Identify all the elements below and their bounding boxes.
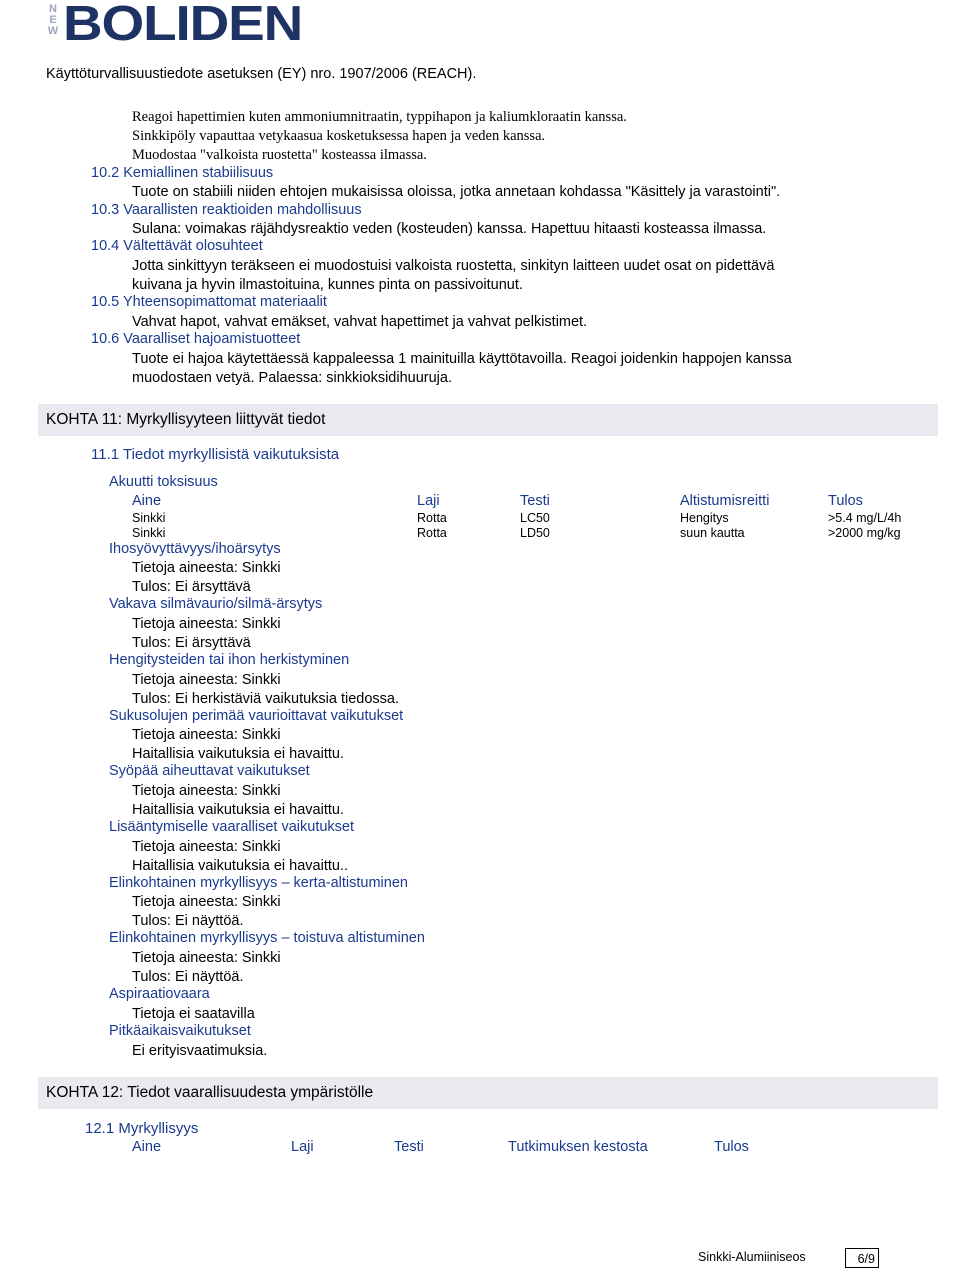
intro-line: Sinkkipöly vapauttaa vetykaasua kosketuksessa hapen ja veden kanssa. bbox=[132, 128, 546, 144]
category-line: Tulos: Ei näyttöä. bbox=[132, 969, 244, 985]
logo-brand-text: BOLIDEN bbox=[63, 0, 303, 51]
category-line: Haitallisia vaikutuksia ei havaittu. bbox=[132, 746, 344, 762]
table-cell: >2000 mg/kg bbox=[828, 526, 901, 540]
section-11-band bbox=[38, 404, 938, 436]
table-cell: Rotta bbox=[417, 526, 447, 540]
section-10-2-heading: 10.2 Kemiallinen stabiilisuus bbox=[91, 165, 274, 181]
intro-line: Reagoi hapettimien kuten ammoniumnitraatin, typpihapon ja kaliumkloraatin kanssa. bbox=[132, 109, 627, 125]
category-line: Ei erityisvaatimuksia. bbox=[132, 1043, 268, 1059]
acute-toxicity-heading: Akuutti toksisuus bbox=[109, 474, 218, 490]
category-line: Tietoja aineesta: Sinkki bbox=[132, 672, 281, 688]
category-line: Tulos: Ei ärsyttävä bbox=[132, 635, 251, 651]
category-line: Haitallisia vaikutuksia ei havaittu.. bbox=[132, 858, 348, 874]
table-header-tulos: Tulos bbox=[714, 1139, 749, 1155]
regulation-line: Käyttöturvallisuustiedote asetuksen (EY) nro. 1907/2006 (REACH). bbox=[46, 66, 477, 82]
category-line: Tietoja ei saatavilla bbox=[132, 1006, 255, 1022]
section-10-3-heading: 10.3 Vaarallisten reaktioiden mahdollisuus bbox=[91, 202, 362, 218]
category-line: Tietoja aineesta: Sinkki bbox=[132, 783, 281, 799]
logo-new-text: N E W bbox=[47, 3, 59, 37]
table-header-aine: Aine bbox=[132, 493, 162, 509]
section-12-title: KOHTA 12: Tiedot vaarallisuudesta ympäristölle bbox=[46, 1084, 374, 1101]
section-10-6-heading: 10.6 Vaaralliset hajoamistuotteet bbox=[91, 331, 301, 347]
table-cell: >5.4 mg/L/4h bbox=[828, 511, 902, 525]
category-heading: Syöpää aiheuttavat vaikutukset bbox=[109, 763, 310, 779]
category-heading: Hengitysteiden tai ihon herkistyminen bbox=[109, 652, 350, 668]
category-heading: Pitkäaikaisvaikutukset bbox=[109, 1023, 251, 1039]
page-number: 6/9 bbox=[845, 1248, 879, 1268]
section-11-title: KOHTA 11: Myrkyllisyyteen liittyvät tiedot bbox=[46, 411, 326, 428]
table-header-testi: Testi bbox=[394, 1139, 424, 1155]
table-cell: Rotta bbox=[417, 511, 447, 525]
table-header-laji: Laji bbox=[417, 493, 440, 509]
section-10-4-text: Jotta sinkittyyn teräkseen ei muodostuisi valkoista ruostetta, sinkityn laitteen uudet osat on pidettävä bbox=[132, 258, 775, 274]
table-header-aine: Aine bbox=[132, 1139, 162, 1155]
subsection-11-1-heading: 11.1 Tiedot myrkyllisistä vaikutuksista bbox=[91, 446, 340, 463]
table-cell: LC50 bbox=[520, 511, 550, 525]
category-line: Tietoja aineesta: Sinkki bbox=[132, 950, 281, 966]
category-heading: Lisääntymiselle vaaralliset vaikutukset bbox=[109, 819, 354, 835]
section-10-5-text: Vahvat hapot, vahvat emäkset, vahvat hapettimet ja vahvat pelkistimet. bbox=[132, 314, 588, 330]
table-header-testi: Testi bbox=[520, 493, 550, 509]
footer-product-name: Sinkki-Alumiiniseos bbox=[698, 1250, 806, 1264]
category-line: Tulos: Ei ärsyttävä bbox=[132, 579, 251, 595]
category-heading: Aspiraatiovaara bbox=[109, 986, 210, 1002]
section-10-5-heading: 10.5 Yhteensopimattomat materiaalit bbox=[91, 294, 327, 310]
table-header-tutkimuksen-kestosta: Tutkimuksen kestosta bbox=[508, 1139, 648, 1155]
section-10-3-text: Sulana: voimakas räjähdysreaktio veden (kosteuden) kanssa. Hapettuu hitaasti kosteassa ilmassa. bbox=[132, 221, 767, 237]
table-header-altistumisreitti: Altistumisreitti bbox=[680, 493, 770, 509]
section-10-6-text: muodostaen vetyä. Palaessa: sinkkioksidihuuruja. bbox=[132, 370, 452, 386]
section-10-4-heading: 10.4 Vältettävät olosuhteet bbox=[91, 238, 263, 254]
category-heading: Elinkohtainen myrkyllisyys – toistuva altistuminen bbox=[109, 930, 425, 946]
table-cell: LD50 bbox=[520, 526, 550, 540]
category-heading: Vakava silmävaurio/silmä-ärsytys bbox=[109, 596, 323, 612]
subsection-12-1-heading: 12.1 Myrkyllisyys bbox=[85, 1120, 199, 1137]
category-heading: Ihosyövyttävyys/ihoärsytys bbox=[109, 541, 281, 557]
category-heading: Sukusolujen perimää vaurioittavat vaikutukset bbox=[109, 708, 404, 724]
section-10-4-text: kuivana ja hyvin ilmastoituina, kunnes pinta on passivoitunut. bbox=[132, 277, 523, 293]
category-line: Tietoja aineesta: Sinkki bbox=[132, 560, 281, 576]
category-line: Tulos: Ei näyttöä. bbox=[132, 913, 244, 929]
category-line: Tietoja aineesta: Sinkki bbox=[132, 894, 281, 910]
category-line: Haitallisia vaikutuksia ei havaittu. bbox=[132, 802, 344, 818]
table-header-laji: Laji bbox=[291, 1139, 314, 1155]
table-cell: suun kautta bbox=[680, 526, 745, 540]
category-line: Tietoja aineesta: Sinkki bbox=[132, 616, 281, 632]
section-12-band bbox=[38, 1077, 938, 1109]
table-cell: Sinkki bbox=[132, 511, 166, 525]
category-line: Tietoja aineesta: Sinkki bbox=[132, 727, 281, 743]
table-cell: Hengitys bbox=[680, 511, 729, 525]
category-line: Tulos: Ei herkistäviä vaikutuksia tiedossa. bbox=[132, 691, 400, 707]
section-10-2-text: Tuote on stabiili niiden ehtojen mukaisissa oloissa, jotka annetaan kohdassa "Käsittely ja varastointi". bbox=[132, 184, 781, 200]
section-10-6-text: Tuote ei hajoa käytettäessä kappaleessa 1 mainituilla käyttötavoilla. Reagoi joidenkin happojen kanssa bbox=[132, 351, 792, 367]
table-cell: Sinkki bbox=[132, 526, 166, 540]
category-heading: Elinkohtainen myrkyllisyys – kerta-altistuminen bbox=[109, 875, 408, 891]
intro-line: Muodostaa "valkoista ruostetta" kosteassa ilmassa. bbox=[132, 147, 427, 163]
category-line: Tietoja aineesta: Sinkki bbox=[132, 839, 281, 855]
table-header-tulos: Tulos bbox=[828, 493, 863, 509]
